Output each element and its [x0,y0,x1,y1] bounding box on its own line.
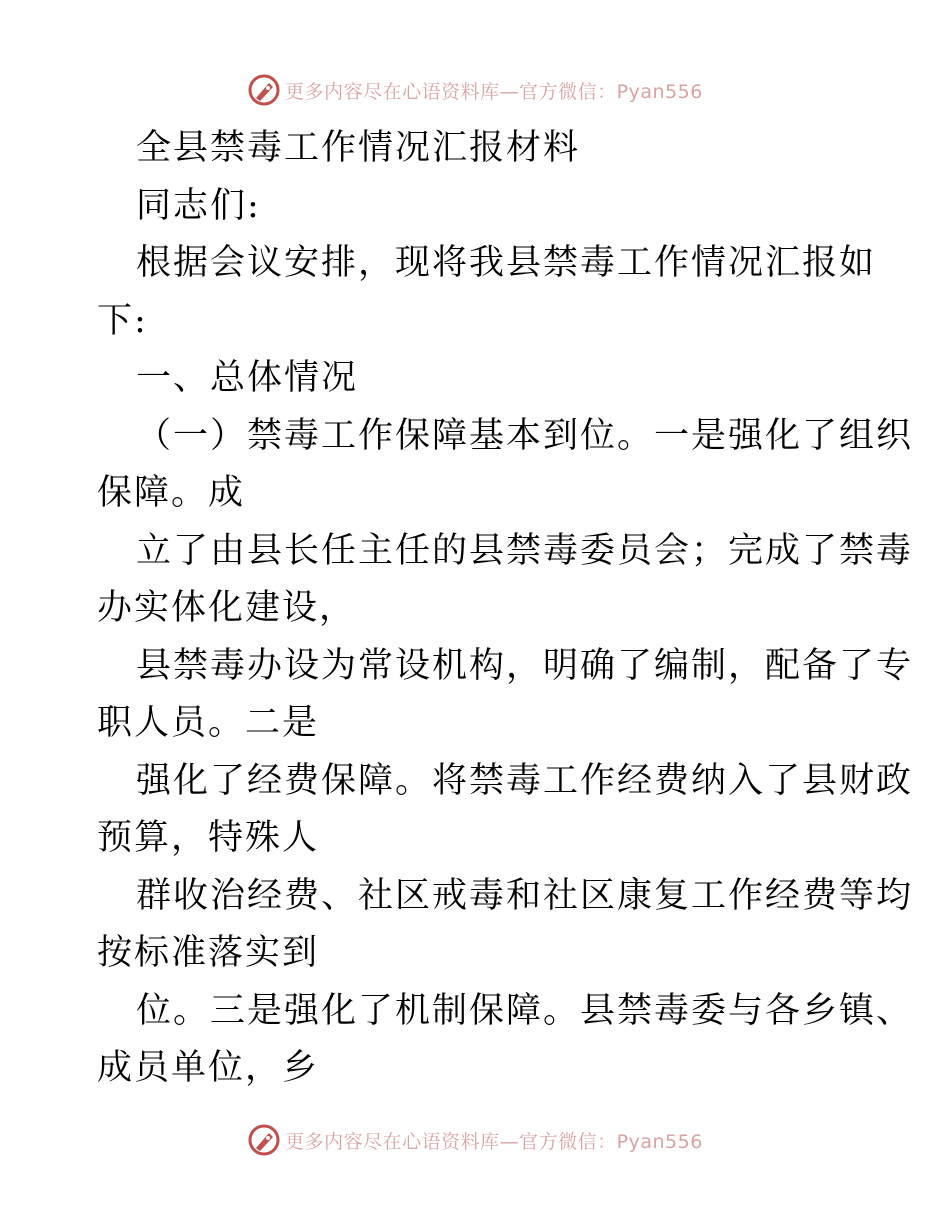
text-line: 强化了经费保障。将禁毒工作经费纳入了县财政 [136,760,914,801]
text-line: 全县禁毒工作情况汇报材料 [136,128,581,168]
text-line: 一、总体情况 [136,358,359,398]
text-line: 立了由县长任主任的县禁毒委员会；完成了禁毒 [136,530,914,571]
text-line: 县禁毒办设为常设机构，明确了编制，配备了专 [136,645,914,686]
text-line: 同志们: [136,185,261,226]
footer-watermark-banner [0,1120,950,1160]
text-line: 成员单位，乡 [97,1048,320,1088]
watermark-text: 更多内容尽在心语资料库—官方微信：Pyan556 [285,1130,703,1153]
text-line: 保障。成 [97,473,246,513]
header-watermark-banner [0,70,950,110]
text-line: 职人员。二是 [97,703,320,743]
text-line: （一）禁毒工作保障基本到位。一是强化了组织 [136,415,914,456]
pen-nib-logo-icon [247,1123,281,1157]
text-line: 按标准落实到 [97,933,320,973]
text-line: 位。三是强化了机制保障。县禁毒委与各乡镇、 [136,990,914,1031]
text-line: 根据会议安排，现将我县禁毒工作情况汇报如 [136,243,877,283]
watermark-text: 更多内容尽在心语资料库—官方微信：Pyan556 [285,80,703,103]
document-body [97,120,914,1098]
text-line: 预算，特殊人 [97,818,320,858]
text-line: 群收治经费、社区戒毒和社区康复工作经费等均 [136,875,914,916]
text-line: 办实体化建设， [97,588,357,628]
text-line: 下: [97,300,148,341]
pen-nib-logo-icon [247,73,281,107]
